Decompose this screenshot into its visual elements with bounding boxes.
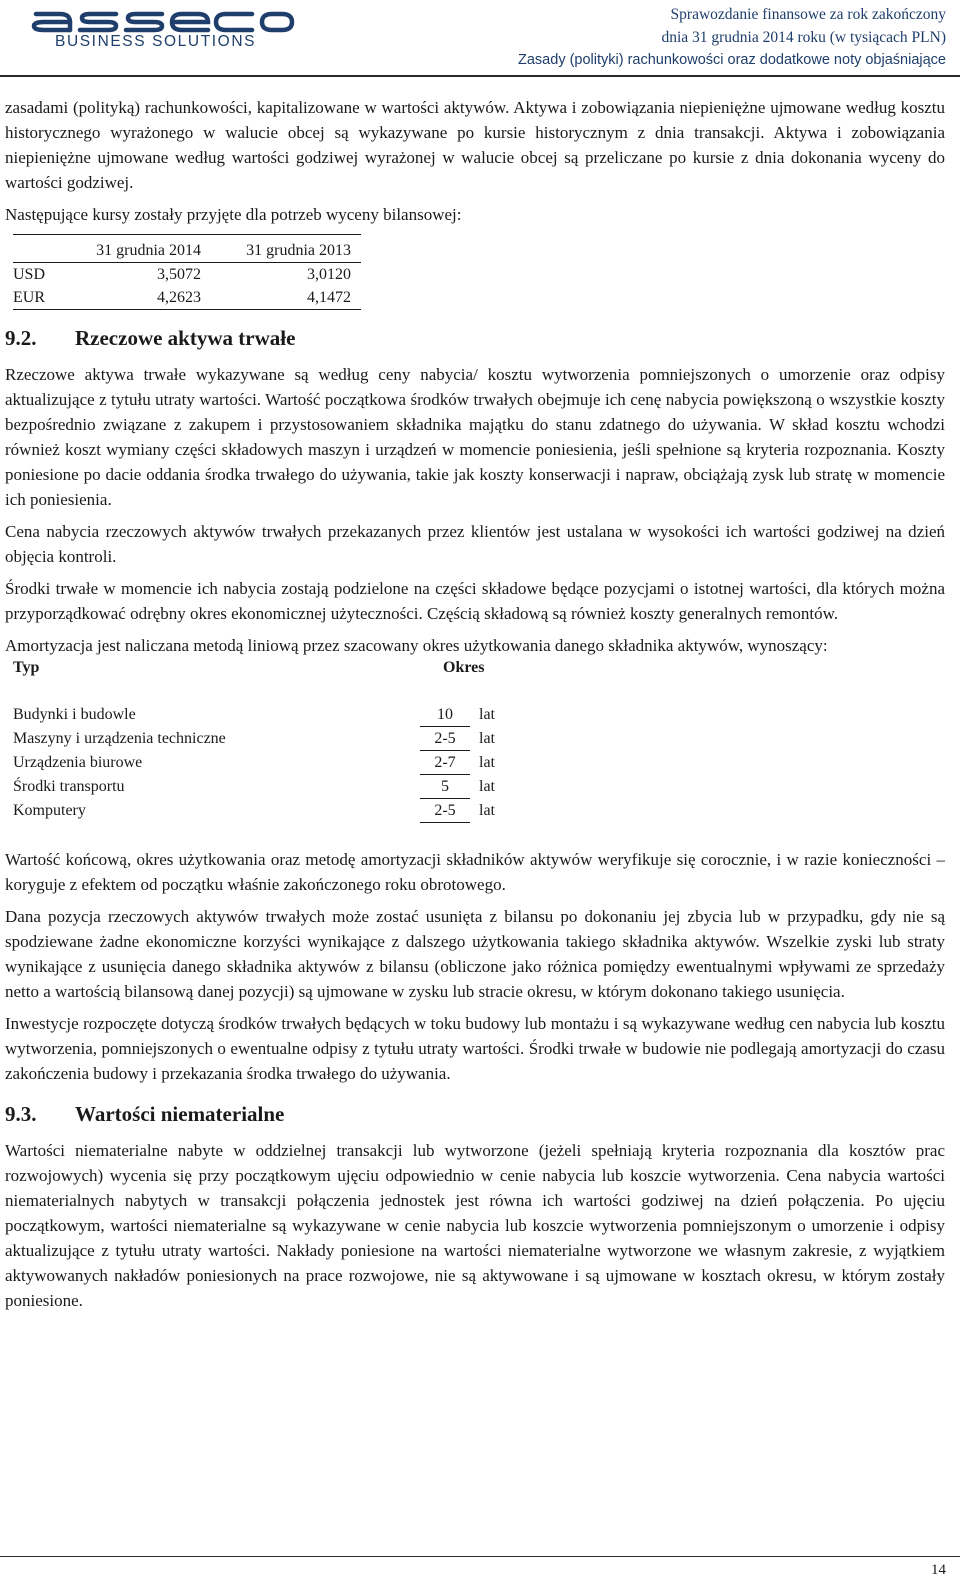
table-row [13,703,513,727]
asseco-wordmark [30,4,298,36]
depreciation-table [5,659,945,847]
rate-2014-cell: 3,5072 [157,266,201,283]
rates-header-empty [13,235,75,263]
section-title: Wartości niematerialne [75,1102,285,1126]
header-line-3: Zasady (polityki) rachunkowości oraz dodatkowe noty objaśniające [518,52,946,68]
dep-header-type: Typ [13,659,40,676]
section-title: Rzeczowe aktywa trwałe [75,326,296,350]
asset-type: Urządzenia biurowe [13,754,143,771]
header-line-1: Sprawozdanie finansowe za rok zakończony [670,6,946,23]
rate-2013-cell: 4,1472 [201,286,361,310]
table-row [13,727,513,751]
period-value: 2-7 [420,751,470,775]
report-header [518,3,946,72]
table-row [13,775,513,799]
paragraph: Środki trwałe w momencie ich nabycia zostają podzielone na części składowe będące pozycjami o istotnej wartości, dla których można przyporządkować odrębny okres ekonomicznej użyteczności. Częścią składową są również koszty generalnych remontów. [5,579,945,623]
rates-header-2014: 31 grudnia 2014 [75,235,201,263]
paragraph: Rzeczowe aktywa trwałe wykazywane są według ceny nabycia/ kosztu wytworzenia pomniejszonych o umorzenie oraz odpisy aktualizujące z tytułu utraty wartości. Wartość początkowa środków trwałych obejmuje ich cenę nabycia powiększoną o wszystkie koszty bezpośrednio związane z zakupem i przystosowaniem składnika majątku do stanu zdatnego do używania. W skład kosztu wchodzi również koszt wymiany części składowych maszyn i urządzeń w momencie poniesienia, jeśli spełnione są kryteria rozpoznania. Koszty poniesione po dacie oddania środka trwałego do używania, takie jak koszty konserwacji i napraw, obciążają zysk lub stratę w momencie ich poniesienia. [5,365,945,509]
period-unit: lat [479,754,495,771]
table-row [13,263,361,287]
asset-type: Maszyny i urządzenia techniczne [13,730,226,747]
paragraph: Wartości niematerialne nabyte w oddzielnej transakcji lub wytworzone (jeżeli spełniają kryteria rozpoznania dla kosztów prac rozwojowych) wycenia się przy początkowym ujęciu odpowiednio w cenie nabycia lub koszcie wytworzenia. Cena nabycia wartości niematerialnych nabytych w transakcji połączenia jednostek jest równa ich wartości godziwej na dzień połączenia. Po ujęciu początkowym, wartości niematerialne są wykazywane w cenie nabycia lub koszcie wytworzenia pomniejszonym o umorzenie i odpisy aktualizujące z tytułu utraty wartości. Nakłady poniesione na wartości niematerialne wytworzone we własnym zakresie, z wyjątkiem aktywowanych nakładów poniesionych na prace rozwojowe, nie są aktywowane i są ujmowane w kosztach okresu, w którym zostały poniesione. [5,1141,945,1310]
period-value: 5 [420,775,470,799]
header-line-2: dnia 31 grudnia 2014 roku (w tysiącach PLN) [661,29,946,46]
rate-2013-cell: 3,0120 [307,266,351,283]
paragraph: Wartość końcową, okres użytkowania oraz metodę amortyzacji składników aktywów weryfikuje się corocznie, i w razie konieczności – koryguje z efektem od początku właśnie zakończonego roku obrotowego. [5,850,945,894]
asset-type: Komputery [13,802,86,819]
asset-type: Budynki i budowle [13,706,136,723]
section-heading-9-2 [5,324,945,352]
period-unit: lat [479,706,495,723]
exchange-rates-table [13,234,361,310]
paragraph: Dana pozycja rzeczowych aktywów trwałych może zostać usunięta z bilansu po dokonaniu jej zbycia lub w przypadku, gdy nie są spodziewane żadne ekonomiczne korzyści wynikające z dalszego użytkowania takiego składnika aktywów. Wszelkie zyski lub straty wynikające z usunięcia danego składnika aktywów z bilansu (obliczone jako różnica pomiędzy ewentualnymi wpływami ze sprzedaży netto a wartością bilansową danej pozycji) są ujmowane w zysku lub stracie okresu, w którym dokonano takiego usunięcia. [5,907,945,1001]
period-value: 2-5 [420,727,470,751]
page-number: 14 [931,1562,946,1578]
paragraph: Cena nabycia rzeczowych aktywów trwałych przekazanych przez klientów jest ustalana w wysokości ich wartości godziwej na dzień objęcia kontroli. [5,522,945,566]
currency-cell: EUR [13,286,75,310]
main-content [5,95,945,1320]
paragraph: Inwestycje rozpoczęte dotyczą środków trwałych będących w toku budowy lub montażu i są wykazywane według cen nabycia lub kosztu wytworzenia, pomniejszonych o ewentualne odpisy z tytułu utraty wartości. Środki trwałe w budowie nie podlegają amortyzacji do czasu zakończenia budowy i przekazania środka trwałego do używania. [5,1014,945,1083]
brand-subtitle: BUSINESS SOLUTIONS [55,33,257,50]
period-value: 10 [420,703,470,727]
rates-intro: Następujące kursy zostały przyjęte dla potrzeb wyceny bilansowej: [5,205,462,224]
table-row [13,751,513,775]
section-heading-9-3 [5,1100,945,1128]
period-unit: lat [479,778,495,795]
footer-divider [0,1556,960,1557]
dep-header-period: Okres [443,659,485,676]
section-number: 9.3. [5,1102,37,1126]
section-number: 9.2. [5,326,37,350]
paragraph: Amortyzacja jest naliczana metodą liniową przez szacowany okres użytkowania danego składnika aktywów, wynoszący: [5,636,828,655]
intro-paragraph: zasadami (polityką) rachunkowości, kapitalizowane w wartości aktywów. Aktywa i zobowiązania niepieniężne ujmowane według kosztu historycznego wyrażonego w walucie obcej są wykazywane po kursie historycznym z dnia transakcji. Aktywa i zobowiązania niepieniężne ujmowane według wartości godziwej wyrażonej w walucie obcej są przeliczane po kursie z dnia dokonania wyceny do wartości godziwej. [5,98,945,192]
rates-header-2013: 31 grudnia 2013 [201,235,361,263]
rate-2014-cell: 4,2623 [75,286,201,310]
table-row [13,799,513,823]
asset-type: Środki transportu [13,778,125,795]
table-row [13,286,361,310]
period-value: 2-5 [420,799,470,823]
currency-cell: USD [13,266,46,283]
header-divider [0,75,960,77]
period-unit: lat [479,730,495,747]
period-unit: lat [479,802,495,819]
